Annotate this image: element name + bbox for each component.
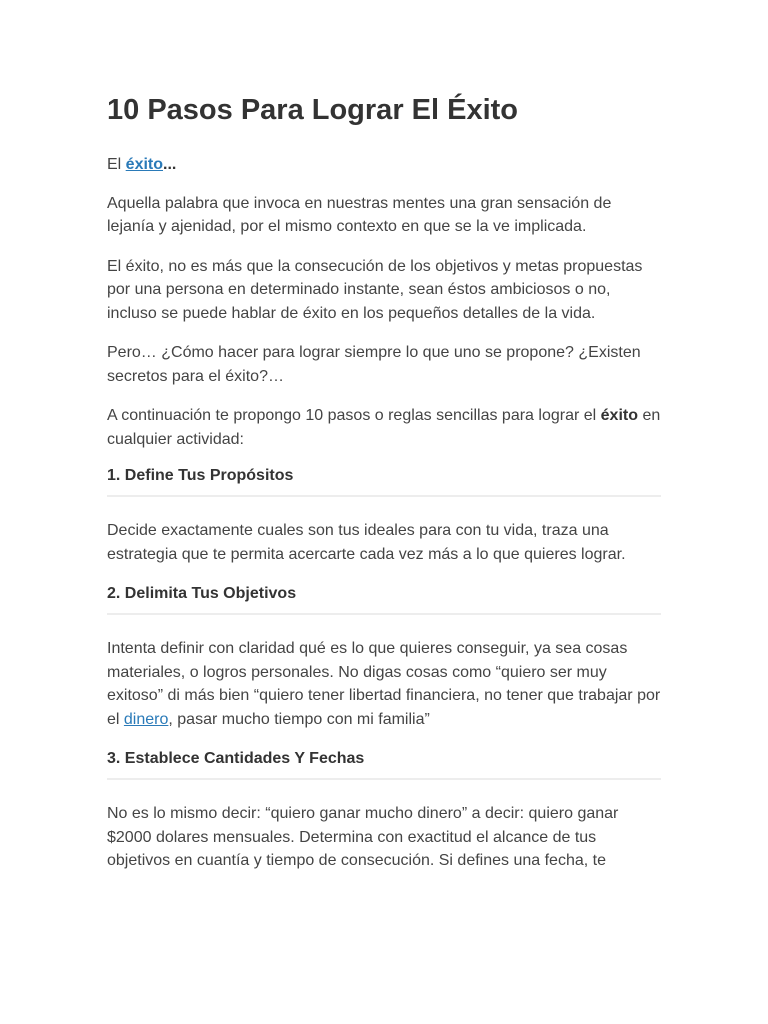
- section-heading-3: 3. Establece Cantidades Y Fechas: [107, 748, 661, 780]
- dinero-link[interactable]: dinero: [123, 710, 169, 728]
- section-2-text-before: Intenta definir con claridad qué es lo que quieres conseguir, ya sea cosas materiales, o logros personales. No digas cosas como “quiero ser muy exitoso” di más bien “quiero tener libertad financiera, no tener que trabajar por el: [107, 640, 661, 728]
- section-2-text-after: , pasar mucho tiempo con mi familia”: [168, 710, 430, 728]
- lead-before: A continuación te propongo 10 pasos o reglas sencillas para lograr el: [107, 407, 601, 424]
- section-heading-2: 2. Delimita Tus Objetivos: [107, 583, 661, 615]
- intro-ellipsis: ...: [163, 156, 177, 173]
- lead-bold: éxito: [600, 407, 638, 424]
- section-heading-1: 1. Define Tus Propósitos: [107, 465, 661, 497]
- page-title: 10 Pasos Para Lograr El Éxito: [107, 94, 519, 126]
- paragraph-2: El éxito, no es más que la consecución de los objetivos y metas propuestas por una persona en determinado instante, sean éstos ambiciosos o no, incluso se puede hablar de éxito en los pequeños detalles de la vida.: [107, 257, 643, 322]
- paragraph-1: Aquella palabra que invoca en nuestras mentes una gran sensación de lejanía y ajenidad, por el mismo contexto en que se la ve implicada.: [107, 194, 612, 235]
- lead-paragraph: [107, 404, 661, 451]
- intro-prefix: El: [107, 156, 126, 173]
- exito-link[interactable]: éxito: [125, 156, 164, 173]
- section-text-1: Decide exactamente cuales son tus ideales para con tu vida, traza una estrategia que te permita acercarte cada vez más a lo que quieres lograr.: [107, 522, 626, 563]
- lead-after: en cualquier actividad:: [107, 407, 661, 448]
- paragraph-3: Pero… ¿Cómo hacer para lograr siempre lo que uno se propone? ¿Existen secretos para el éxito?…: [107, 344, 641, 385]
- section-text-3: No es lo mismo decir: “quiero ganar mucho dinero” a decir: quiero ganar $2000 dolares mensuales. Determina con exactitud el alcance de tus objetivos en cuantía y tiempo de consecución. Si defines una fecha, te: [107, 805, 619, 869]
- section-text-2: [107, 637, 661, 731]
- intro-line: [107, 153, 661, 177]
